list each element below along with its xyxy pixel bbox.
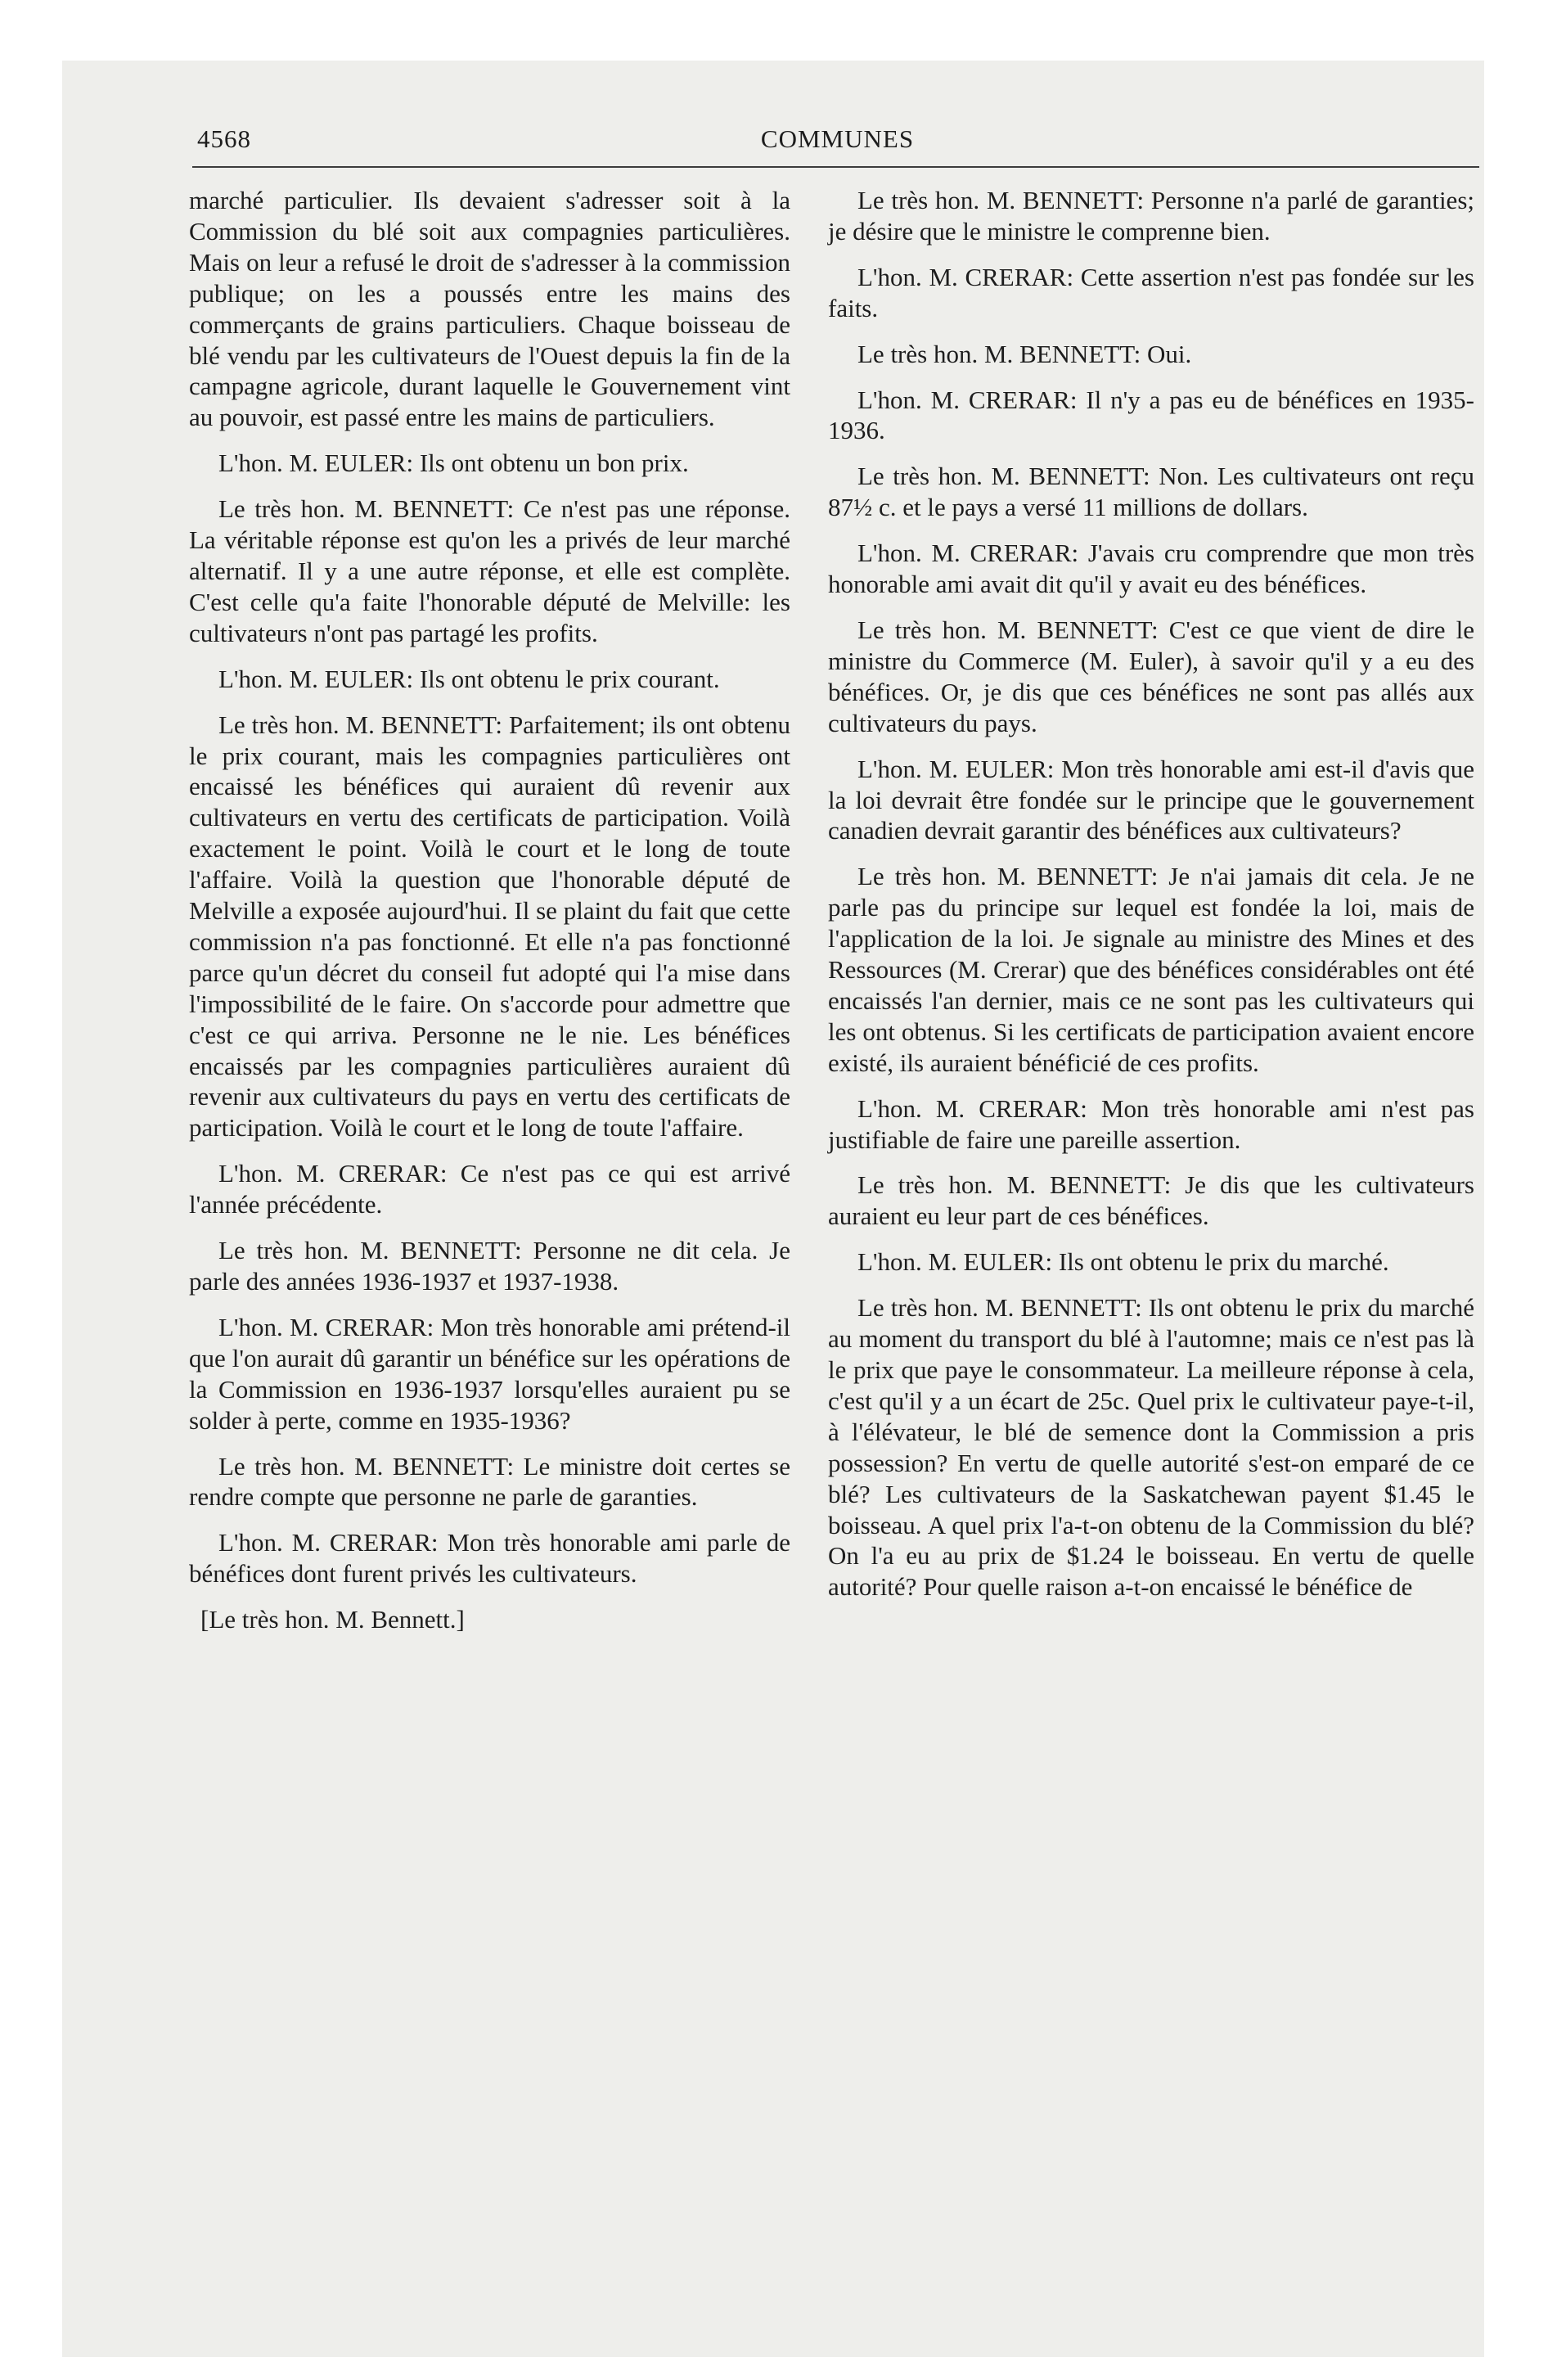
paragraph: Le très hon. M. BENNETT: C'est ce que vient de dire le ministre du Commerce (M. Euler), à savoir qu'il y a eu des bénéfices. Or, je dis que ces bénéfices ne sont pas allés aux cultivateurs du pays. xyxy=(828,615,1474,737)
paragraph: L'hon. M. CRERAR: Ce n'est pas ce qui est arrivé l'année précédente. xyxy=(189,1159,790,1219)
paragraph: Le très hon. M. BENNETT: Je dis que les cultivateurs auraient eu leur part de ces bénéfices. xyxy=(828,1170,1474,1231)
paragraph: L'hon. M. CRERAR: J'avais cru comprendre que mon très honorable ami avait dit qu'il y avait eu des bénéfices. xyxy=(828,539,1474,599)
paragraph: L'hon. M. CRERAR: Cette assertion n'est pas fondée sur les faits. xyxy=(828,262,1474,322)
paragraph: Le très hon. M. BENNETT: Ce n'est pas une réponse. La véritable réponse est qu'on les a privés de leur marché alternatif. Il y a une autre réponse, et elle est complète. C'est celle qu'a faite l'honorable député de Melville: les cultivateurs n'ont pas partagé les profits. xyxy=(189,494,790,647)
paragraph: L'hon. M. EULER: Ils ont obtenu un bon prix. xyxy=(218,449,689,478)
paragraph: L'hon. M. CRERAR: Il n'y a pas eu de bénéfices en 1935-1936. xyxy=(828,385,1474,445)
page-header xyxy=(197,115,1478,156)
paragraph: L'hon. M. CRERAR: Mon très honorable ami n'est pas justifiable de faire une pareille assertion. xyxy=(828,1093,1474,1154)
paragraph: Le très hon. M. BENNETT: Le ministre doit certes se rendre compte que personne ne parle de garanties. xyxy=(189,1451,790,1512)
continuation-note: [Le très hon. M. Bennett.] xyxy=(200,1605,465,1634)
running-title: COMMUNES xyxy=(760,124,915,153)
paragraph: Le très hon. M. BENNETT: Personne ne dit cela. Je parle des années 1936-1937 et 1937-1938. xyxy=(189,1236,790,1296)
page-number: 4568 xyxy=(197,124,251,153)
paragraph: Le très hon. M. BENNETT: Personne n'a parlé de garanties; je désire que le ministre le comprenne bien. xyxy=(828,186,1474,246)
paragraph: L'hon. M. CRERAR: Mon très honorable ami prétend-il que l'on aurait dû garantir un bénéfice sur les opérations de la Commission en 1936-1937 lorsqu'elles auraient pu se solder à perte, comme en 1935-1936? xyxy=(189,1312,790,1435)
paragraph: L'hon. M. EULER: Ils ont obtenu le prix courant. xyxy=(218,664,720,693)
paragraph: Le très hon. M. BENNETT: Ils ont obtenu le prix du marché au moment du transport du blé à l'automne; mais ce n'est pas là le prix que paye le consommateur. La meilleure réponse à cela, c'est qu'il y a un écart de 25c. Quel prix le cultivateur paye-t-il, à l'élévateur, le blé de semence dont la Commission a pris possession? En vertu de quelle autorité s'est-on emparé de ce blé? Les cultivateurs de la Saskatchewan payent $1.45 le boisseau. A quel prix l'a-t-on obtenu de la Commission du blé? On l'a eu au prix de $1.24 le boisseau. En vertu de quelle autorité? Pour quelle raison a-t-on encaissé le bénéfice de xyxy=(828,1293,1474,1602)
header-rule xyxy=(192,166,1479,168)
paragraph: L'hon. M. CRERAR: Mon très honorable ami parle de bénéfices dont furent privés les cultivateurs. xyxy=(189,1528,790,1589)
document-page xyxy=(62,61,1484,2357)
paragraph: Le très hon. M. BENNETT: Parfaitement; ils ont obtenu le prix courant, mais les compagnies particulières ont encaissé les bénéfices qui auraient dû revenir aux cultivateurs en vertu des certificats de participation. Voilà exactement le point. Voilà le court et le long de toute l'affaire. Voilà la question que l'honorable député de Melville a exposée aujourd'hui. Il se plaint du fait que cette commission n'a pas fonctionné. Et elle n'a pas fonctionné parce qu'un décret du conseil fut adopté qui l'a mise dans l'impossibilité de le faire. On s'accorde pour admettre que c'est ce qui arriva. Personne ne le nie. Les bénéfices encaissés par les compagnies particulières auraient dû revenir aux cultivateurs du pays en vertu des certificats de participation. Voilà le court et le long de toute l'affaire. xyxy=(189,710,790,1143)
paragraph: Le très hon. M. BENNETT: Non. Les cultivateurs ont reçu 87½ c. et le pays a versé 11 millions de dollars. xyxy=(828,462,1474,522)
paragraph: Le très hon. M. BENNETT: Je n'ai jamais dit cela. Je ne parle pas du principe sur lequel est fondée la loi, mais de l'application de la loi. Je signale au ministre des Mines et des Ressources (M. Crerar) que des bénéfices considérables ont été encaissés l'an dernier, mais ce ne sont pas les cultivateurs qui les ont obtenus. Si les certificats de participation avaient encore existé, ils auraient bénéficié de ces profits. xyxy=(828,862,1474,1077)
right-column xyxy=(828,185,1474,1617)
paragraph: L'hon. M. EULER: Mon très honorable ami est-il d'avis que la loi devrait être fondée sur le principe que le gouvernement canadien devrait garantir des bénéfices aux cultivateurs? xyxy=(828,754,1474,845)
paragraph: L'hon. M. EULER: Ils ont obtenu le prix du marché. xyxy=(857,1247,1389,1277)
left-column xyxy=(189,185,790,1635)
paragraph: marché particulier. Ils devaient s'adresser soit à la Commission du blé soit aux compagnies particulières. Mais on leur a refusé le droit de s'adresser à la commission publique; on les a poussés entre les mains des commerçants de grains particuliers. Chaque boisseau de blé vendu par les cultivateurs de l'Ouest depuis la fin de la campagne agricole, durant laquelle le Gouvernement vint au pouvoir, est passé entre les mains de particuliers. xyxy=(189,186,790,432)
paragraph: Le très hon. M. BENNETT: Oui. xyxy=(857,339,1192,368)
